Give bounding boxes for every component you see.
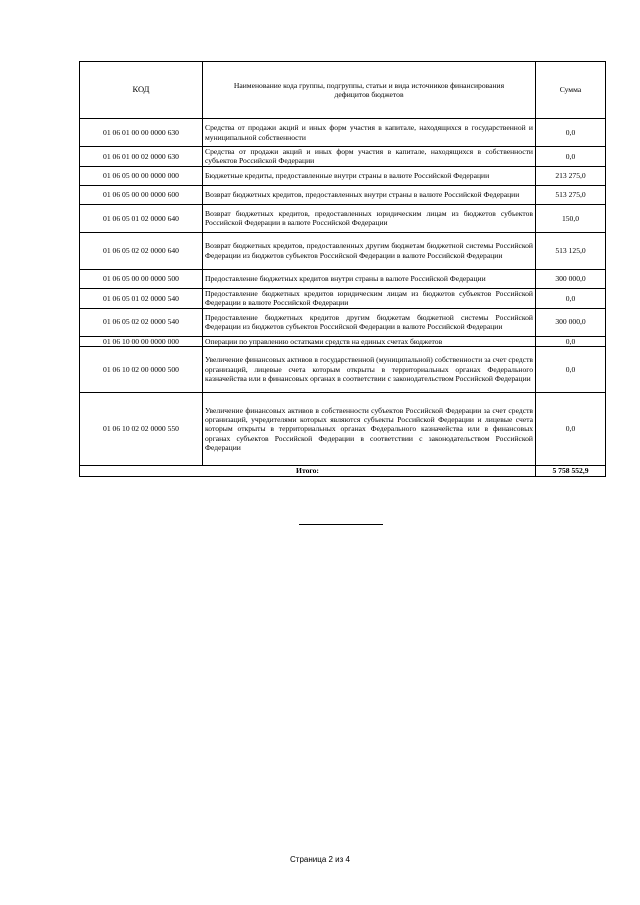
row-name: Средства от продажи акций и иных форм участия в капитале, находящихся в собственности субъектов Российской Федерации [203, 147, 536, 167]
row-code: 01 06 10 02 02 0000 550 [80, 393, 203, 466]
budget-sources-table [79, 61, 606, 477]
row-name: Операции по управлению остатками средств на единых счетах бюджетов [203, 336, 536, 346]
row-code: 01 06 05 00 00 0000 500 [80, 269, 203, 288]
header-code: КОД [80, 62, 203, 119]
row-code: 01 06 01 00 00 0000 630 [80, 119, 203, 147]
row-name: Возврат бюджетных кредитов, предоставленных юридическим лицам из бюджетов субъектов Российской Федерации в валюте Российской Федерации [203, 204, 536, 232]
row-sum: 0,0 [536, 147, 606, 167]
row-code: 01 06 05 00 00 0000 000 [80, 166, 203, 185]
total-sum: 5 758 552,9 [536, 466, 606, 477]
row-code: 01 06 01 00 02 0000 630 [80, 147, 203, 167]
table-row [80, 393, 606, 466]
row-sum: 0,0 [536, 347, 606, 393]
row-sum: 150,0 [536, 204, 606, 232]
row-sum: 213 275,0 [536, 166, 606, 185]
row-sum: 0,0 [536, 288, 606, 308]
row-code: 01 06 10 02 00 0000 500 [80, 347, 203, 393]
row-sum: 0,0 [536, 393, 606, 466]
row-code: 01 06 05 01 02 0000 640 [80, 204, 203, 232]
page-number: Страница 2 из 4 [290, 855, 350, 864]
separator-line [299, 524, 383, 525]
table-row [80, 347, 606, 393]
row-code: 01 06 05 02 02 0000 640 [80, 232, 203, 269]
row-name: Бюджетные кредиты, предоставленные внутри страны в валюте Российской Федерации [203, 166, 536, 185]
table-row [80, 119, 606, 147]
row-name: Предоставление бюджетных кредитов юридическим лицам из бюджетов субъектов Российской Федерации в валюте Российской Федерации [203, 288, 536, 308]
header-name: Наименование кода группы, подгруппы, статьи и вида источников финансирования дефицитов бюджетов [203, 62, 536, 119]
header-sum: Сумма [536, 62, 606, 119]
row-name: Возврат бюджетных кредитов, предоставленных другим бюджетам бюджетной системы Российской Федерации из бюджетов субъектов Российской Федерации в валюте Российской Федерации [203, 232, 536, 269]
table-row [80, 185, 606, 204]
table-header-row [80, 62, 606, 119]
row-sum: 513 125,0 [536, 232, 606, 269]
total-row [80, 466, 606, 477]
row-name: Предоставление бюджетных кредитов внутри страны в валюте Российской Федерации [203, 269, 536, 288]
row-sum: 513 275,0 [536, 185, 606, 204]
table-row [80, 204, 606, 232]
row-code: 01 06 05 00 00 0000 600 [80, 185, 203, 204]
row-sum: 0,0 [536, 336, 606, 346]
row-code: 01 06 05 02 02 0000 540 [80, 308, 203, 336]
table-row [80, 336, 606, 346]
row-code: 01 06 10 00 00 0000 000 [80, 336, 203, 346]
row-name: Средства от продажи акций и иных форм участия в капитале, находящихся в государственной и муниципальной собственности [203, 119, 536, 147]
table-row [80, 269, 606, 288]
row-name: Возврат бюджетных кредитов, предоставленных внутри страны в валюте Российской Федерации [203, 185, 536, 204]
row-sum: 300 000,0 [536, 308, 606, 336]
table-row [80, 147, 606, 167]
table-row [80, 166, 606, 185]
row-sum: 300 000,0 [536, 269, 606, 288]
row-name: Увеличение финансовых активов в собственности субъектов Российской Федерации за счет средств организаций, учредителями которых являются субъекты Российской Федерации и лицевые счета которым открыты в территориальных органах Федерального казначейства или в финансовых органах субъектов Российской Федерации в соответствии с законодательством Российской Федерации [203, 393, 536, 466]
table-row [80, 288, 606, 308]
row-code: 01 06 05 01 02 0000 540 [80, 288, 203, 308]
row-name: Увеличение финансовых активов в государственной (муниципальной) собственности за счет средств организаций, лицевые счета которым открыты в территориальных органах Федерального казначейства или в финансовых органах в соответствии с законодательством Российской Федерации [203, 347, 536, 393]
total-label: Итого: [80, 466, 536, 477]
table-row [80, 308, 606, 336]
row-sum: 0,0 [536, 119, 606, 147]
row-name: Предоставление бюджетных кредитов другим бюджетам бюджетной системы Российской Федерации из бюджетов субъектов Российской Федерации в валюте Российской Федерации [203, 308, 536, 336]
table-row [80, 232, 606, 269]
